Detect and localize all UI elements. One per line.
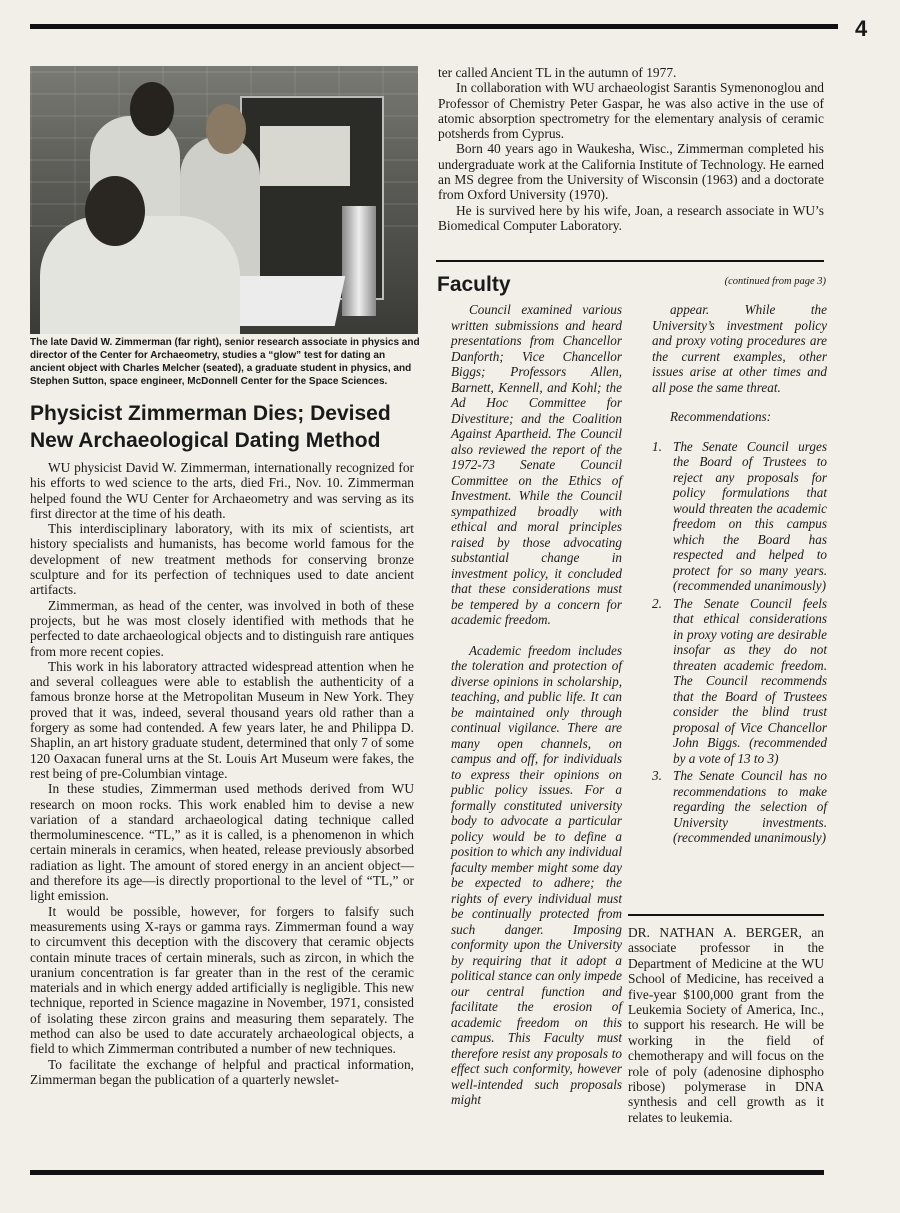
faculty-paragraph: appear. While the University’s investment policy and proxy voting procedures are the current examples, other issues arise at other times and all pose the same threat.: [652, 302, 827, 395]
faculty-left-column: [451, 302, 622, 1108]
article-paragraph: In these studies, Zimmerman used methods derived from WU research on moon rocks. This work enabled him to devise a new variation of a standard archaeological dating technique called thermoluminescence. “TL,” as it is called, is a phenomenon in which certain minerals in ceramics, when heated, release previously absorbed radiation as light. The amount of stored energy in an ancient object—and therefore its age—is directly proportional to the level of “TL,” or light emission.: [30, 781, 414, 904]
article-paragraph: Born 40 years ago in Waukesha, Wisc., Zimmerman completed his undergraduate work at the California Institute of Technology. He earned an MS degree from the University of Wisconsin (1963) and a doctorate from Oxford University (1970).: [438, 141, 824, 203]
faculty-paragraph: Academic freedom includes the toleration and protection of diverse opinions in scholarship, teaching, and public life. It can be maintained only through continual vigilance. There are many open channels, on campus and off, for individuals to express their opinions on public policy issues. For a formally constituted university body to advocate a particular policy would be to define a position to which any individual faculty member might some day be expected to adhere; the rights of every individual must be continually protected from such danger. Imposing conformity upon the University by requiring that it adopt a political stance can only impede our central function and facilitate the erosion of academic freedom on this campus. This Faculty must therefore resist any proposals to effect such conformity, however well-intended such proposals might: [451, 642, 622, 1107]
article-paragraph: WU physicist David W. Zimmerman, internationally recognized for his efforts to wed science to the arts, died Fri., Nov. 10. Zimmerman helped found the WU Center for Archaeometry and was serving as its first director at the time of his death.: [30, 460, 414, 521]
recommendation-item: 3. The Senate Council has no recommendations to make regarding the selection of University investments. (recommended unanimously): [652, 768, 827, 845]
article-paragraph: This interdisciplinary laboratory, with its mix of scientists, art history specialists and humanists, has become world famous for the development of new treatment methods for conserving bronze sculpture and for its perfection of techniques used to date ancient artifacts.: [30, 521, 414, 598]
faculty-paragraph: Council examined various written submissions and heard presentations from Chancellor Danforth; Vice Chancellor Biggs; Professors Allen, Barnett, Kennell, and Kohl; the Ad Hoc Committee for Divestiture; and the Coalition Against Apartheid. The Council also reviewed the report of the 1972-73 Senate Council Committee on the Ethics of Investment. While the Council sympathized broadly with ethical and moral principles raised by those advocating substantial change in investment policy, it concluded that these considerations must be tempered by a concern for academic freedom.: [451, 302, 622, 627]
item-rule: [628, 914, 824, 916]
recommendation-item: 2. The Senate Council feels that ethical considerations in proxy voting are desirable insofar as they do not threaten academic freedom. The Council recommends that the Board of Trustees consider the blind trust proposal of Vice Chancellor John Biggs. (recommended by a vote of 13 to 3): [652, 595, 827, 766]
recommendation-item: 1. The Senate Council urges the Board of Trustees to reject any proposals for policy formulations that would threaten the academic freedom on this campus which the Board has respected and helped to protect for so many years. (recommended unanimously): [652, 438, 827, 593]
article-paragraph: ter called Ancient TL in the autumn of 1977.: [438, 65, 677, 80]
bottom-rule: [30, 1170, 824, 1175]
article-headline: Physicist Zimmerman Dies; Devised New Archaeological Dating Method: [30, 402, 391, 452]
article-paragraph: It would be possible, however, for forgers to falsify such measurements using X-rays or gamma rays. Zimmerman found a way to circumvent this deception with the discovery that ceramic objects contain minute traces of certain minerals, such as zircon, in which the uranium concentration is far greater than in the rest of the ceramic materials and in which energy added artificially is negligible. This new technique, reported in Science magazine in November, 1971, consisted of isolating these zircon grains and measuring them separately. The method can also be used to date accurately archaeological objects, a field to which Zimmerman contributed a number of new techniques.: [30, 903, 414, 1057]
photo-caption: The late David W. Zimmerman (far right), senior research associate in physics and director of the Center for Archaeometry, studies a “glow” test for dating an ancient object with Charles Melcher (seated), a graduate student in physics, and Stephen Sutton, space engineer, McDonnell Center for the Space Sciences.: [30, 337, 420, 387]
section-rule: [436, 260, 824, 262]
recommendations-title: Recommendations:: [670, 409, 772, 424]
article-paragraph: Zimmerman, as head of the center, was involved in both of these projects, but he was most closely identified with methods that he perfected to date archaeological objects and to distinguish rare antiques from more recent copies.: [30, 597, 414, 659]
faculty-right-column: [652, 302, 827, 848]
faculty-title: Faculty: [437, 273, 511, 296]
article-paragraph: This work in his laboratory attracted widespread attention when he and several colleagues were able to establish the authenticity of a famous bronze horse at the Metropolitan Museum in New York. They proved that it was, indeed, several thousand years old rather than a forgery as some had contended. A few years later, he and Philippa D. Shaplin, an art history graduate student, determined that only 7 of some 120 Oaxacan funeral urns at the St. Louis Art Museum were fakes, the rest being of pre-Columbian vintage.: [30, 658, 414, 781]
berger-paragraph: DR. NATHAN A. BERGER, an associate professor in the Department of Medicine at the WU School of Medicine, has received a five-year $100,000 grant from the Leukemia Society of America, Inc., to support his research. He will be working in the field of chemotherapy and will focus on the role of poly (adenosine diphospho ribose) polymerase in DNA synthesis and cell growth as it relates to leukemia.: [628, 925, 824, 1125]
berger-notice: [628, 925, 824, 1125]
article-continued: [438, 65, 824, 233]
article-paragraph: To facilitate the exchange of helpful and practical information, Zimmerman began the publication of a quarterly newslet-: [30, 1056, 414, 1087]
article-paragraph: In collaboration with WU archaeologist Sarantis Symenonoglou and Professor of Chemistry Peter Gaspar, he was also active in the use of atomic absorption spectrometry for the elementary analysis of ceramic potsherds from Cyprus.: [438, 80, 824, 142]
top-rule: [30, 24, 838, 29]
page-number: 4: [855, 16, 868, 41]
continued-note: (continued from page 3): [724, 276, 826, 287]
article-paragraph: He is survived here by his wife, Joan, a research associate in WU’s Biomedical Computer Laboratory.: [438, 202, 824, 233]
recommendations-list: [652, 439, 827, 846]
article-photo: [30, 66, 418, 334]
article-body: [30, 460, 414, 1087]
